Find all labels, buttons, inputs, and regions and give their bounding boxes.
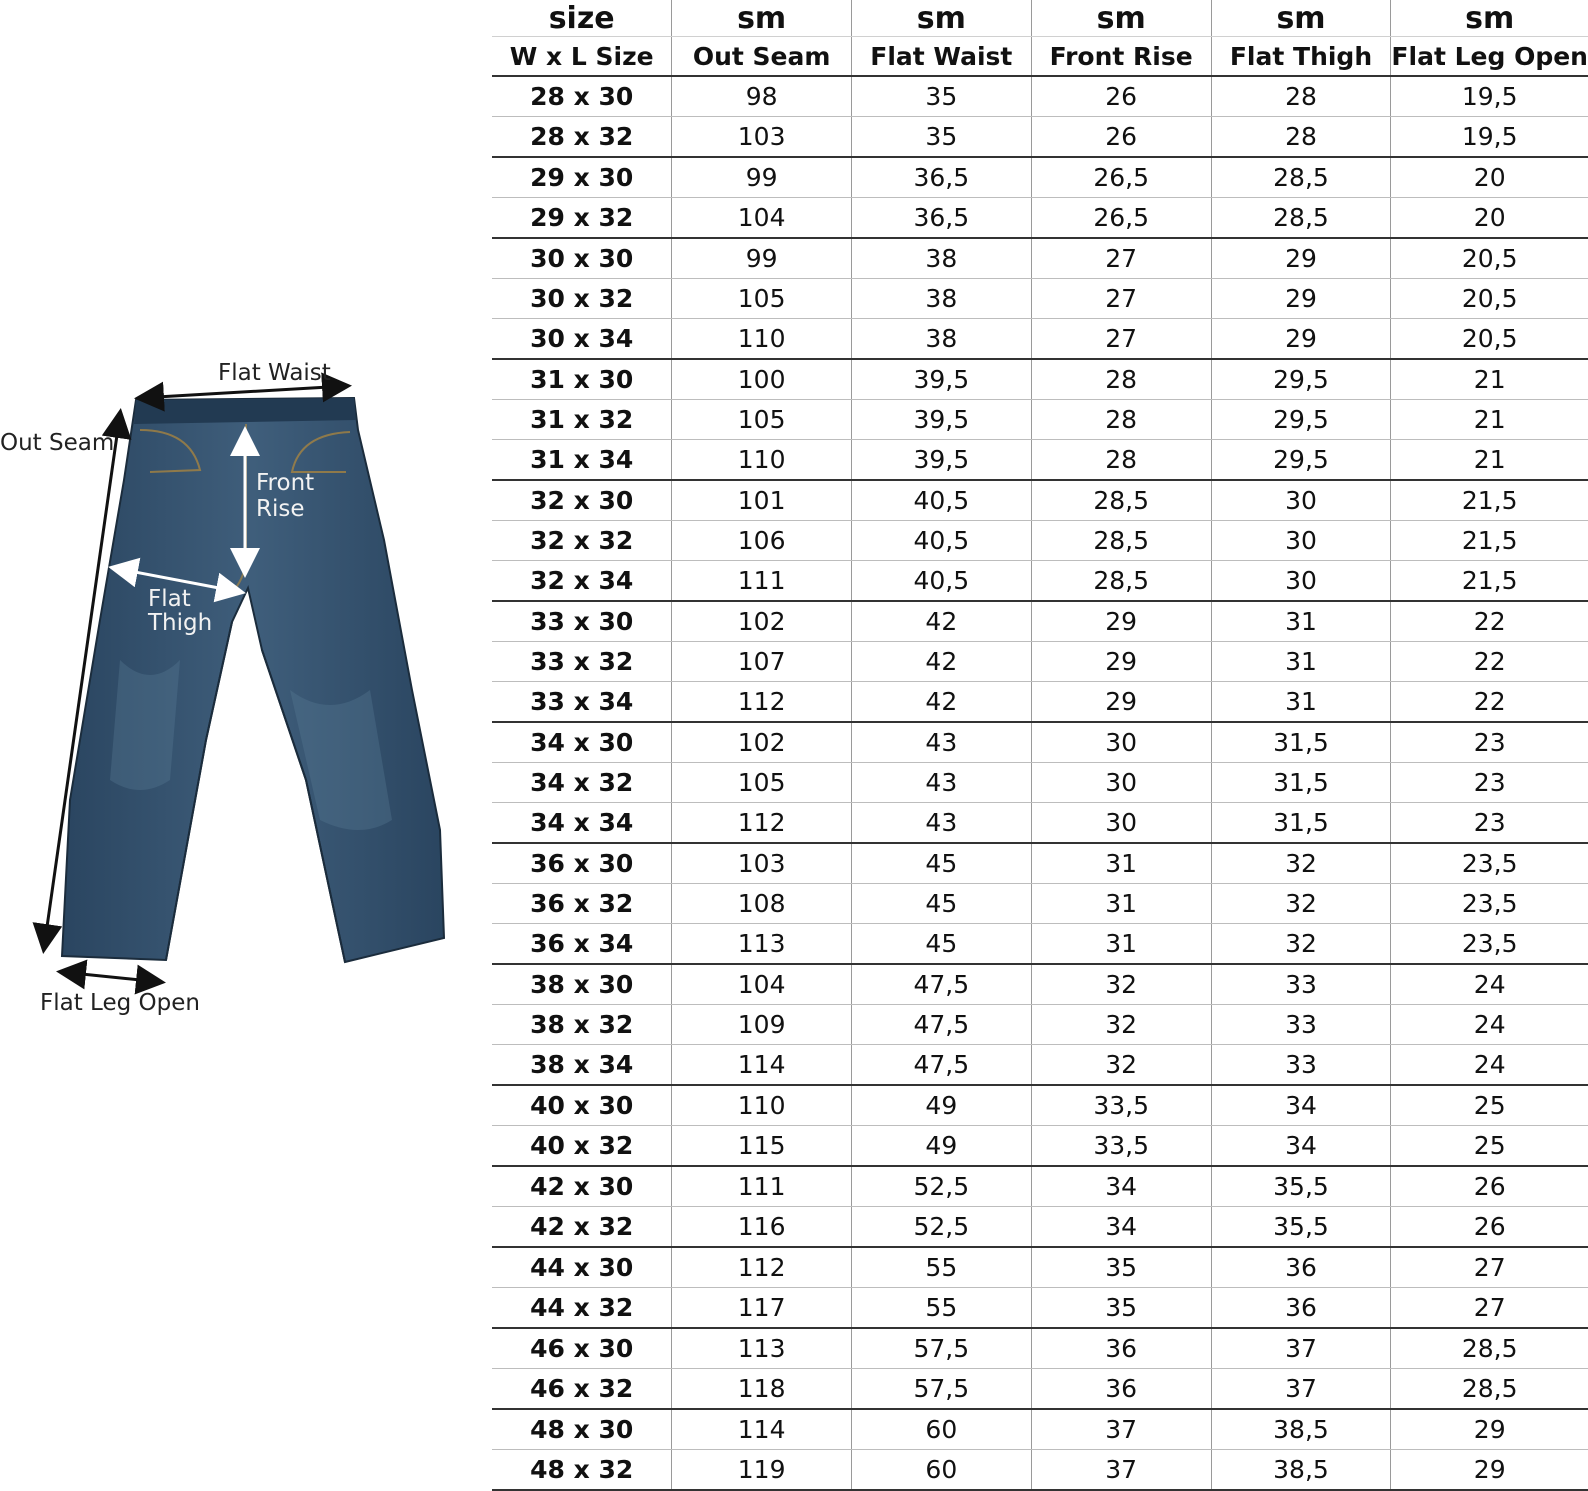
flat-thigh-cell: 37 (1211, 1369, 1391, 1410)
front-rise-cell: 28,5 (1031, 480, 1211, 521)
flat-thigh-cell: 29,5 (1211, 440, 1391, 481)
flat-leg-open-cell: 21 (1391, 400, 1588, 440)
size-cell: 34 x 32 (492, 763, 672, 803)
size-cell: 42 x 32 (492, 1207, 672, 1248)
out-seam-cell: 104 (672, 198, 852, 239)
flat-waist-cell: 49 (851, 1085, 1031, 1126)
size-cell: 46 x 32 (492, 1369, 672, 1410)
flat-leg-open-cell: 21,5 (1391, 480, 1588, 521)
flat-leg-open-cell: 24 (1391, 964, 1588, 1005)
out-seam-cell: 109 (672, 1005, 852, 1045)
flat-thigh-cell: 35,5 (1211, 1166, 1391, 1207)
flat-thigh-cell: 31 (1211, 601, 1391, 642)
flat-waist-cell: 39,5 (851, 440, 1031, 481)
out-seam-cell: 114 (672, 1045, 852, 1086)
front-rise-cell: 36 (1031, 1369, 1211, 1410)
flat-leg-open-cell: 29 (1391, 1409, 1588, 1450)
table-row (492, 1085, 1588, 1126)
table-row (492, 561, 1588, 602)
size-cell: 29 x 32 (492, 198, 672, 239)
table-row (492, 642, 1588, 682)
flat-leg-open-cell: 25 (1391, 1085, 1588, 1126)
size-cell: 28 x 32 (492, 117, 672, 158)
flat-thigh-cell: 28 (1211, 117, 1391, 158)
flat-waist-cell: 60 (851, 1409, 1031, 1450)
flat-leg-open-label: Flat Leg Open (40, 990, 200, 1016)
out-seam-cell: 110 (672, 319, 852, 360)
jeans-illustration (0, 360, 470, 1040)
flat-waist-cell: 40,5 (851, 561, 1031, 602)
flat-waist-cell: 57,5 (851, 1328, 1031, 1369)
flat-waist-cell: 35 (851, 76, 1031, 117)
front-rise-cell: 37 (1031, 1409, 1211, 1450)
flat-waist-cell: 45 (851, 843, 1031, 884)
table-row (492, 1207, 1588, 1248)
table-row (492, 319, 1588, 360)
size-cell: 30 x 32 (492, 279, 672, 319)
flat-leg-open-cell: 26 (1391, 1166, 1588, 1207)
out-seam-cell: 108 (672, 884, 852, 924)
flat-thigh-cell: 31 (1211, 682, 1391, 723)
flat-waist-cell: 57,5 (851, 1369, 1031, 1410)
flat-waist-cell: 55 (851, 1288, 1031, 1329)
flat-leg-open-cell: 23 (1391, 803, 1588, 844)
flat-thigh-cell: 34 (1211, 1126, 1391, 1167)
flat-thigh-cell: 35,5 (1211, 1207, 1391, 1248)
flat-leg-open-cell: 23,5 (1391, 843, 1588, 884)
flat-thigh-cell: 36 (1211, 1247, 1391, 1288)
table-row (492, 480, 1588, 521)
out-seam-cell: 112 (672, 1247, 852, 1288)
flat-thigh-label-line2: Thigh (148, 610, 213, 636)
front-rise-cell: 30 (1031, 803, 1211, 844)
flat-waist-cell: 40,5 (851, 480, 1031, 521)
table-row (492, 763, 1588, 803)
flat-leg-open-cell: 22 (1391, 601, 1588, 642)
flat-leg-open-cell: 22 (1391, 642, 1588, 682)
table-row (492, 1166, 1588, 1207)
table-row (492, 1409, 1588, 1450)
front-rise-cell: 27 (1031, 279, 1211, 319)
out-seam-label: Out Seam (0, 430, 115, 456)
front-rise-cell: 29 (1031, 601, 1211, 642)
flat-waist-cell: 39,5 (851, 400, 1031, 440)
table-row (492, 884, 1588, 924)
table-row (492, 1005, 1588, 1045)
flat-leg-open-cell: 19,5 (1391, 76, 1588, 117)
flat-waist-cell: 36,5 (851, 198, 1031, 239)
flat-leg-open-cell: 20,5 (1391, 279, 1588, 319)
measurement-diagram (0, 360, 470, 1040)
flat-leg-open-cell: 20 (1391, 157, 1588, 198)
front-rise-cell: 29 (1031, 642, 1211, 682)
out-seam-cell: 118 (672, 1369, 852, 1410)
out-seam-cell: 115 (672, 1126, 852, 1167)
unit-cell: sm (1211, 0, 1391, 37)
flat-waist-label: Flat Waist (218, 360, 331, 386)
flat-thigh-cell: 32 (1211, 884, 1391, 924)
size-table-body (492, 76, 1588, 1490)
front-rise-cell: 31 (1031, 843, 1211, 884)
front-rise-cell: 26,5 (1031, 198, 1211, 239)
flat-waist-cell: 43 (851, 763, 1031, 803)
flat-leg-open-cell: 28,5 (1391, 1369, 1588, 1410)
table-row (492, 238, 1588, 279)
flat-leg-open-cell: 27 (1391, 1288, 1588, 1329)
size-cell: 30 x 34 (492, 319, 672, 360)
out-seam-cell: 107 (672, 642, 852, 682)
front-rise-cell: 26,5 (1031, 157, 1211, 198)
size-cell: 42 x 30 (492, 1166, 672, 1207)
out-seam-cell: 116 (672, 1207, 852, 1248)
table-row (492, 1328, 1588, 1369)
size-cell: 34 x 34 (492, 803, 672, 844)
flat-leg-open-cell: 28,5 (1391, 1328, 1588, 1369)
flat-leg-open-cell: 20,5 (1391, 238, 1588, 279)
flat-thigh-cell: 32 (1211, 924, 1391, 965)
flat-leg-open-cell: 21 (1391, 440, 1588, 481)
flat-leg-open-cell: 25 (1391, 1126, 1588, 1167)
flat-leg-open-cell: 23,5 (1391, 884, 1588, 924)
front-rise-cell: 32 (1031, 1045, 1211, 1086)
flat-leg-open-cell: 20,5 (1391, 319, 1588, 360)
table-row (492, 924, 1588, 965)
unit-cell: size (492, 0, 672, 37)
out-seam-cell: 110 (672, 440, 852, 481)
out-seam-cell: 104 (672, 964, 852, 1005)
out-seam-cell: 102 (672, 601, 852, 642)
flat-waist-cell: 45 (851, 924, 1031, 965)
table-row (492, 682, 1588, 723)
size-cell: 33 x 30 (492, 601, 672, 642)
flat-waist-cell: 52,5 (851, 1207, 1031, 1248)
front-rise-cell: 28 (1031, 400, 1211, 440)
out-seam-cell: 99 (672, 157, 852, 198)
out-seam-cell: 111 (672, 1166, 852, 1207)
flat-thigh-label-line1: Flat (148, 586, 191, 612)
size-cell: 30 x 30 (492, 238, 672, 279)
flat-thigh-cell: 30 (1211, 561, 1391, 602)
column-header: Flat Thigh (1211, 37, 1391, 77)
front-rise-cell: 26 (1031, 117, 1211, 158)
table-row (492, 521, 1588, 561)
table-row (492, 1126, 1588, 1167)
front-rise-cell: 30 (1031, 722, 1211, 763)
out-seam-cell: 98 (672, 76, 852, 117)
table-row (492, 279, 1588, 319)
size-cell: 48 x 30 (492, 1409, 672, 1450)
front-rise-label-line1: Front (256, 470, 315, 496)
out-seam-cell: 99 (672, 238, 852, 279)
out-seam-cell: 106 (672, 521, 852, 561)
size-cell: 32 x 32 (492, 521, 672, 561)
flat-thigh-cell: 36 (1211, 1288, 1391, 1329)
flat-thigh-cell: 33 (1211, 1045, 1391, 1086)
table-row (492, 1288, 1588, 1329)
out-seam-cell: 117 (672, 1288, 852, 1329)
front-rise-cell: 34 (1031, 1207, 1211, 1248)
table-row (492, 1045, 1588, 1086)
size-cell: 44 x 30 (492, 1247, 672, 1288)
size-cell: 38 x 30 (492, 964, 672, 1005)
table-row (492, 359, 1588, 400)
front-rise-cell: 28,5 (1031, 561, 1211, 602)
flat-waist-cell: 36,5 (851, 157, 1031, 198)
flat-thigh-cell: 29,5 (1211, 359, 1391, 400)
size-cell: 36 x 30 (492, 843, 672, 884)
front-rise-cell: 27 (1031, 238, 1211, 279)
front-rise-cell: 31 (1031, 884, 1211, 924)
front-rise-cell: 31 (1031, 924, 1211, 965)
out-seam-cell: 111 (672, 561, 852, 602)
flat-leg-open-cell: 24 (1391, 1045, 1588, 1086)
flat-thigh-cell: 31,5 (1211, 803, 1391, 844)
flat-thigh-cell: 31,5 (1211, 722, 1391, 763)
front-rise-label-line2: Rise (256, 496, 305, 522)
table-row (492, 440, 1588, 481)
size-cell: 40 x 30 (492, 1085, 672, 1126)
flat-thigh-cell: 33 (1211, 1005, 1391, 1045)
table-row (492, 117, 1588, 158)
flat-waist-cell: 40,5 (851, 521, 1031, 561)
size-cell: 29 x 30 (492, 157, 672, 198)
out-seam-cell: 113 (672, 1328, 852, 1369)
flat-waist-arrow (140, 386, 346, 398)
header-row (492, 37, 1588, 77)
flat-waist-cell: 43 (851, 722, 1031, 763)
table-row (492, 843, 1588, 884)
flat-thigh-cell: 28,5 (1211, 198, 1391, 239)
size-chart-table (492, 0, 1588, 1491)
size-cell: 48 x 32 (492, 1450, 672, 1491)
flat-thigh-cell: 37 (1211, 1328, 1391, 1369)
flat-leg-open-cell: 21,5 (1391, 521, 1588, 561)
table-row (492, 803, 1588, 844)
out-seam-cell: 100 (672, 359, 852, 400)
flat-waist-cell: 38 (851, 279, 1031, 319)
flat-waist-cell: 55 (851, 1247, 1031, 1288)
front-rise-cell: 28 (1031, 359, 1211, 400)
flat-leg-open-cell: 29 (1391, 1450, 1588, 1491)
out-seam-cell: 102 (672, 722, 852, 763)
flat-leg-open-arrow (62, 972, 160, 982)
front-rise-cell: 35 (1031, 1288, 1211, 1329)
flat-thigh-cell: 30 (1211, 480, 1391, 521)
unit-cell: sm (851, 0, 1031, 37)
out-seam-cell: 105 (672, 279, 852, 319)
flat-thigh-cell: 29,5 (1211, 400, 1391, 440)
column-header: Front Rise (1031, 37, 1211, 77)
flat-thigh-cell: 38,5 (1211, 1409, 1391, 1450)
flat-leg-open-cell: 23 (1391, 763, 1588, 803)
flat-thigh-cell: 29 (1211, 238, 1391, 279)
flat-waist-cell: 49 (851, 1126, 1031, 1167)
flat-thigh-cell: 29 (1211, 319, 1391, 360)
size-cell: 36 x 34 (492, 924, 672, 965)
flat-leg-open-cell: 23 (1391, 722, 1588, 763)
size-cell: 32 x 34 (492, 561, 672, 602)
flat-waist-cell: 47,5 (851, 1045, 1031, 1086)
out-seam-cell: 110 (672, 1085, 852, 1126)
out-seam-cell: 105 (672, 763, 852, 803)
flat-waist-cell: 38 (851, 319, 1031, 360)
front-rise-cell: 33,5 (1031, 1085, 1211, 1126)
flat-leg-open-cell: 27 (1391, 1247, 1588, 1288)
table-row (492, 1369, 1588, 1410)
table-row (492, 601, 1588, 642)
front-rise-cell: 35 (1031, 1247, 1211, 1288)
out-seam-cell: 119 (672, 1450, 852, 1491)
front-rise-cell: 36 (1031, 1328, 1211, 1369)
flat-thigh-cell: 34 (1211, 1085, 1391, 1126)
flat-leg-open-cell: 22 (1391, 682, 1588, 723)
front-rise-cell: 37 (1031, 1450, 1211, 1491)
table-row (492, 400, 1588, 440)
out-seam-cell: 113 (672, 924, 852, 965)
flat-thigh-cell: 29 (1211, 279, 1391, 319)
flat-thigh-cell: 33 (1211, 964, 1391, 1005)
size-cell: 33 x 34 (492, 682, 672, 723)
front-rise-cell: 27 (1031, 319, 1211, 360)
out-seam-cell: 105 (672, 400, 852, 440)
flat-waist-cell: 42 (851, 682, 1031, 723)
size-cell: 38 x 34 (492, 1045, 672, 1086)
flat-waist-cell: 38 (851, 238, 1031, 279)
flat-leg-open-cell: 21 (1391, 359, 1588, 400)
front-rise-cell: 28,5 (1031, 521, 1211, 561)
front-rise-cell: 28 (1031, 440, 1211, 481)
flat-leg-open-cell: 21,5 (1391, 561, 1588, 602)
size-cell: 31 x 34 (492, 440, 672, 481)
front-rise-cell: 33,5 (1031, 1126, 1211, 1167)
unit-cell: sm (1031, 0, 1211, 37)
jeans-waistband (134, 398, 356, 424)
unit-row (492, 0, 1588, 37)
table-row (492, 198, 1588, 239)
flat-leg-open-cell: 23,5 (1391, 924, 1588, 965)
flat-thigh-cell: 28 (1211, 76, 1391, 117)
flat-leg-open-cell: 26 (1391, 1207, 1588, 1248)
size-cell: 36 x 32 (492, 884, 672, 924)
table-row (492, 722, 1588, 763)
table-row (492, 157, 1588, 198)
out-seam-cell: 112 (672, 682, 852, 723)
flat-leg-open-cell: 24 (1391, 1005, 1588, 1045)
flat-waist-cell: 42 (851, 601, 1031, 642)
flat-thigh-cell: 30 (1211, 521, 1391, 561)
flat-leg-open-cell: 19,5 (1391, 117, 1588, 158)
front-rise-cell: 29 (1031, 682, 1211, 723)
size-cell: 32 x 30 (492, 480, 672, 521)
table-row (492, 964, 1588, 1005)
front-rise-cell: 32 (1031, 964, 1211, 1005)
flat-waist-cell: 42 (851, 642, 1031, 682)
size-cell: 44 x 32 (492, 1288, 672, 1329)
column-header: Flat Leg Open (1391, 37, 1588, 77)
table-row (492, 1247, 1588, 1288)
jeans-fade (110, 660, 180, 790)
out-seam-cell: 101 (672, 480, 852, 521)
column-header: Flat Waist (851, 37, 1031, 77)
flat-waist-cell: 39,5 (851, 359, 1031, 400)
front-rise-cell: 26 (1031, 76, 1211, 117)
column-header: W x L Size (492, 37, 672, 77)
out-seam-cell: 114 (672, 1409, 852, 1450)
size-cell: 33 x 32 (492, 642, 672, 682)
out-seam-cell: 103 (672, 117, 852, 158)
front-rise-cell: 32 (1031, 1005, 1211, 1045)
flat-waist-cell: 43 (851, 803, 1031, 844)
flat-thigh-cell: 31,5 (1211, 763, 1391, 803)
size-cell: 31 x 32 (492, 400, 672, 440)
flat-waist-cell: 60 (851, 1450, 1031, 1491)
flat-thigh-cell: 32 (1211, 843, 1391, 884)
table-row (492, 76, 1588, 117)
out-seam-cell: 112 (672, 803, 852, 844)
table-row (492, 1450, 1588, 1491)
front-rise-cell: 34 (1031, 1166, 1211, 1207)
size-cell: 28 x 30 (492, 76, 672, 117)
flat-thigh-cell: 31 (1211, 642, 1391, 682)
flat-thigh-cell: 28,5 (1211, 157, 1391, 198)
flat-waist-cell: 47,5 (851, 964, 1031, 1005)
flat-waist-cell: 35 (851, 117, 1031, 158)
flat-waist-cell: 52,5 (851, 1166, 1031, 1207)
unit-cell: sm (672, 0, 852, 37)
column-header: Out Seam (672, 37, 852, 77)
out-seam-cell: 103 (672, 843, 852, 884)
size-cell: 38 x 32 (492, 1005, 672, 1045)
flat-waist-cell: 47,5 (851, 1005, 1031, 1045)
front-rise-cell: 30 (1031, 763, 1211, 803)
size-cell: 46 x 30 (492, 1328, 672, 1369)
flat-waist-cell: 45 (851, 884, 1031, 924)
flat-leg-open-cell: 20 (1391, 198, 1588, 239)
flat-thigh-cell: 38,5 (1211, 1450, 1391, 1491)
size-cell: 40 x 32 (492, 1126, 672, 1167)
unit-cell: sm (1391, 0, 1588, 37)
size-cell: 31 x 30 (492, 359, 672, 400)
size-cell: 34 x 30 (492, 722, 672, 763)
